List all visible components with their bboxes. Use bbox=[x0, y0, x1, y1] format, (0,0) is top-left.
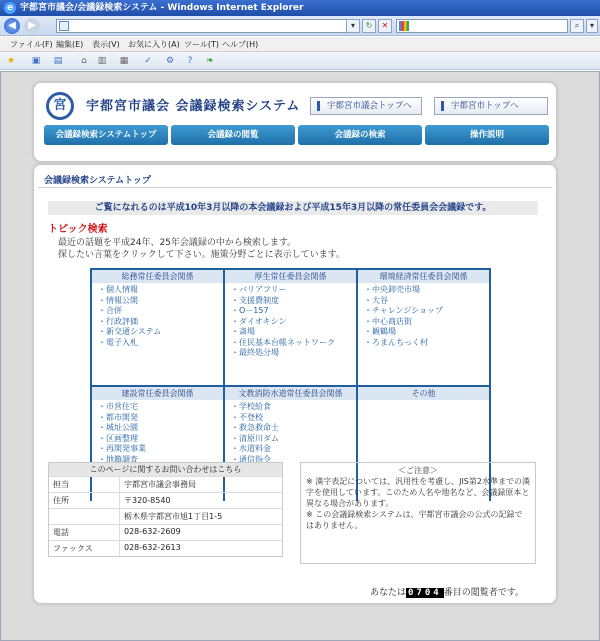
menu-view[interactable]: 表示(V) bbox=[92, 40, 120, 49]
search-button-icon[interactable]: ⌕ bbox=[570, 19, 584, 33]
topic-link[interactable]: ・ 通信指令 bbox=[231, 455, 356, 466]
topic-cell-header: 総務常任委員会関係 bbox=[92, 270, 223, 283]
tab-icon[interactable]: ▣ bbox=[31, 56, 41, 66]
back-button-icon[interactable]: ◀ bbox=[4, 18, 20, 34]
link-city-top-label: 宇都宮市トップへ bbox=[451, 101, 519, 111]
topic-link[interactable]: ・ 不登校 bbox=[231, 413, 356, 424]
main-content bbox=[33, 164, 557, 604]
contact-label: ファックス bbox=[53, 544, 93, 553]
ie-logo-icon: e bbox=[4, 2, 16, 14]
topic-link[interactable]: ・ 観鶴場 bbox=[364, 327, 489, 338]
home-icon[interactable]: ⌂ bbox=[81, 56, 87, 66]
visitor-counter bbox=[370, 585, 524, 598]
contact-value: 028-632-2609 bbox=[119, 525, 282, 540]
counter-value: 0704 bbox=[408, 588, 442, 598]
site-title: 宇都宮市議会 会議録検索システム bbox=[86, 99, 301, 114]
topic-link[interactable]: ・ 市営住宅 bbox=[98, 402, 223, 413]
contact-label: 担当 bbox=[53, 480, 69, 489]
topic-link[interactable]: ・ 合併 bbox=[98, 306, 223, 317]
contact-row bbox=[49, 492, 282, 508]
link-council-top-label: 宇都宮市議会トップへ bbox=[327, 101, 412, 111]
topic-cell-header: その他 bbox=[358, 387, 489, 400]
topic-link[interactable]: ・ 情報公開 bbox=[98, 296, 223, 307]
contact-label bbox=[49, 509, 119, 524]
print-icon[interactable]: ▥ bbox=[97, 56, 107, 66]
contact-label: 電話 bbox=[53, 528, 69, 537]
nav-help[interactable]: 操作説明 bbox=[425, 125, 549, 145]
topic-link[interactable]: ・ 中央卸売市場 bbox=[364, 285, 489, 296]
topic-link[interactable]: ・ 救急救命士 bbox=[231, 423, 356, 434]
research-icon[interactable]: ❧ bbox=[206, 56, 214, 66]
contact-row bbox=[49, 540, 282, 556]
topic-link[interactable]: ・ 住民基本台帳ネットワーク bbox=[231, 338, 356, 349]
google-icon bbox=[399, 21, 409, 31]
topic-list bbox=[358, 283, 489, 348]
contact-rows bbox=[49, 476, 282, 556]
section-divider bbox=[38, 187, 552, 188]
topic-cell-header: 厚生常任委員会関係 bbox=[225, 270, 356, 283]
topic-link[interactable]: ・ 清原川ダム bbox=[231, 434, 356, 445]
window-titlebar bbox=[0, 0, 600, 16]
page-icon bbox=[59, 21, 69, 31]
topic-link[interactable]: ・ 支援費制度 bbox=[231, 296, 356, 307]
search-input[interactable] bbox=[396, 19, 568, 33]
address-bar-area bbox=[0, 16, 600, 36]
window-title: 宇都宮市議会/会議録検索システム - Windows Internet Explorer bbox=[20, 3, 304, 13]
topic-link[interactable]: ・ 再開発事業 bbox=[98, 444, 223, 455]
contact-value: 栃木県宇都宮市旭1丁目1-5 bbox=[119, 509, 282, 524]
contact-row bbox=[49, 476, 282, 492]
contact-value: 宇都宮市議会事務局 bbox=[119, 477, 282, 492]
topic-cell bbox=[358, 270, 489, 385]
topic-link[interactable]: ・ 水道料金 bbox=[231, 444, 356, 455]
contact-row bbox=[49, 508, 282, 524]
notice-text-1: ※ 漢字表記については、汎用性を考慮し、JIS第2水準までの漢字を使用しています。このため人名や地名など、会議録原本と異なる場合があります。 bbox=[306, 477, 530, 508]
refresh-icon[interactable]: ↻ bbox=[362, 19, 376, 33]
search-options-icon[interactable]: ▾ bbox=[586, 19, 598, 33]
link-city-top[interactable] bbox=[434, 97, 548, 115]
forward-button-icon[interactable]: ▶ bbox=[24, 18, 40, 34]
topic-link[interactable]: ・ バリアフリー bbox=[231, 285, 356, 296]
counter-prefix: あなたは bbox=[370, 588, 407, 598]
link-council-top[interactable] bbox=[310, 97, 422, 115]
topic-link[interactable]: ・ 都市開発 bbox=[98, 413, 223, 424]
topic-link[interactable]: ・ 斎場 bbox=[231, 327, 356, 338]
help-icon[interactable]: ? bbox=[187, 56, 193, 66]
contact-value: 〒320-8540 bbox=[119, 493, 282, 508]
topic-list bbox=[358, 400, 489, 402]
contact-box bbox=[48, 462, 283, 557]
city-emblem-icon: 宮 bbox=[46, 92, 74, 120]
command-bar bbox=[0, 52, 600, 70]
topic-link[interactable]: ・ 学校給食 bbox=[231, 402, 356, 413]
topic-list bbox=[92, 283, 223, 348]
feeds-icon[interactable]: ▤ bbox=[53, 56, 63, 66]
contact-heading: このページに関するお問い合わせはこちら bbox=[49, 463, 282, 476]
topic-list bbox=[225, 283, 356, 359]
section-heading: 会議録検索システムトップ bbox=[44, 176, 151, 186]
topic-link[interactable]: ・ ろまんちっく村 bbox=[364, 338, 489, 349]
topic-link[interactable]: ・ 新交通システム bbox=[98, 327, 223, 338]
page-viewport bbox=[0, 71, 600, 641]
topic-link[interactable]: ・ 大谷 bbox=[364, 296, 489, 307]
menu-bar bbox=[0, 37, 600, 52]
topic-list bbox=[225, 400, 356, 465]
topic-link[interactable]: ・ 地籍調査 bbox=[98, 455, 223, 466]
favorites-star-icon[interactable]: ★ bbox=[6, 56, 16, 66]
address-dropdown-icon[interactable]: ▾ bbox=[346, 19, 360, 33]
topic-link[interactable]: ・ 区画整理 bbox=[98, 434, 223, 445]
link-bar-icon bbox=[441, 101, 444, 111]
intro-line-1: 最近の話題を平成24年、25年会議録の中から検索します。 bbox=[58, 238, 297, 248]
topic-link[interactable]: ・ 最終処分場 bbox=[231, 348, 356, 359]
topic-link[interactable]: ・ ダイオキシン bbox=[231, 317, 356, 328]
site-header bbox=[33, 82, 557, 162]
contact-label: 住所 bbox=[53, 496, 69, 505]
page-menu-icon[interactable]: ▦ bbox=[119, 56, 129, 66]
topic-search-title: トピック検索 bbox=[48, 224, 108, 235]
nav-search[interactable]: 会議録の検索 bbox=[298, 125, 422, 145]
nav-system-top[interactable]: 会議録検索システムトップ bbox=[44, 125, 168, 145]
topic-cell bbox=[92, 270, 223, 385]
stop-icon[interactable]: ✕ bbox=[378, 19, 392, 33]
topic-cell-header: 文教消防水道常任委員会関係 bbox=[225, 387, 356, 400]
intro-line-2: 探したい言葉をクリックして下さい。施策分野ごとに表示しています。 bbox=[58, 250, 345, 260]
notice-heading: ＜ご注意＞ bbox=[398, 466, 438, 475]
topic-cell-header: 環境経済常任委員会関係 bbox=[358, 270, 489, 283]
notice-box bbox=[300, 462, 536, 564]
topic-cell-header: 建設常任委員会関係 bbox=[92, 387, 223, 400]
topic-link[interactable]: ・ チャレンジショップ bbox=[364, 306, 489, 317]
menu-file[interactable]: ファイル(F) bbox=[10, 40, 53, 49]
menu-favorites[interactable]: お気に入り(A) bbox=[128, 40, 180, 49]
topic-link[interactable]: ・ 行政評価 bbox=[98, 317, 223, 328]
contact-value: 028-632-2613 bbox=[119, 541, 282, 556]
link-bar-icon bbox=[317, 101, 320, 111]
topic-link[interactable]: ・ 電子入札 bbox=[98, 338, 223, 349]
safety-icon[interactable]: ✓ bbox=[144, 56, 152, 66]
topic-link[interactable]: ・ O－157 bbox=[231, 306, 356, 317]
topic-link[interactable]: ・ 個人情報 bbox=[98, 285, 223, 296]
topic-link[interactable]: ・ 城址公園 bbox=[98, 423, 223, 434]
nav-browse[interactable]: 会議録の閲覧 bbox=[171, 125, 295, 145]
notice-text-2: ※ この会議録検索システムは、宇都宮市議会の公式の記録ではありません。 bbox=[306, 510, 523, 530]
menu-help[interactable]: ヘルプ(H) bbox=[222, 40, 259, 49]
counter-suffix: 番目の閲覧者です。 bbox=[443, 588, 524, 598]
topic-list bbox=[92, 400, 223, 465]
notice-banner: ご覧になれるのは平成10年3月以降の本会議録および平成15年3月以降の常任委員会会議録です。 bbox=[48, 201, 538, 215]
topic-link[interactable]: ・ 中心商店街 bbox=[364, 317, 489, 328]
menu-tools[interactable]: ツール(T) bbox=[184, 40, 219, 49]
tools-icon[interactable]: ⚙ bbox=[165, 56, 175, 66]
contact-row bbox=[49, 524, 282, 540]
topic-cell bbox=[225, 270, 356, 385]
menu-edit[interactable]: 編集(E) bbox=[56, 40, 84, 49]
address-input[interactable] bbox=[56, 19, 356, 33]
